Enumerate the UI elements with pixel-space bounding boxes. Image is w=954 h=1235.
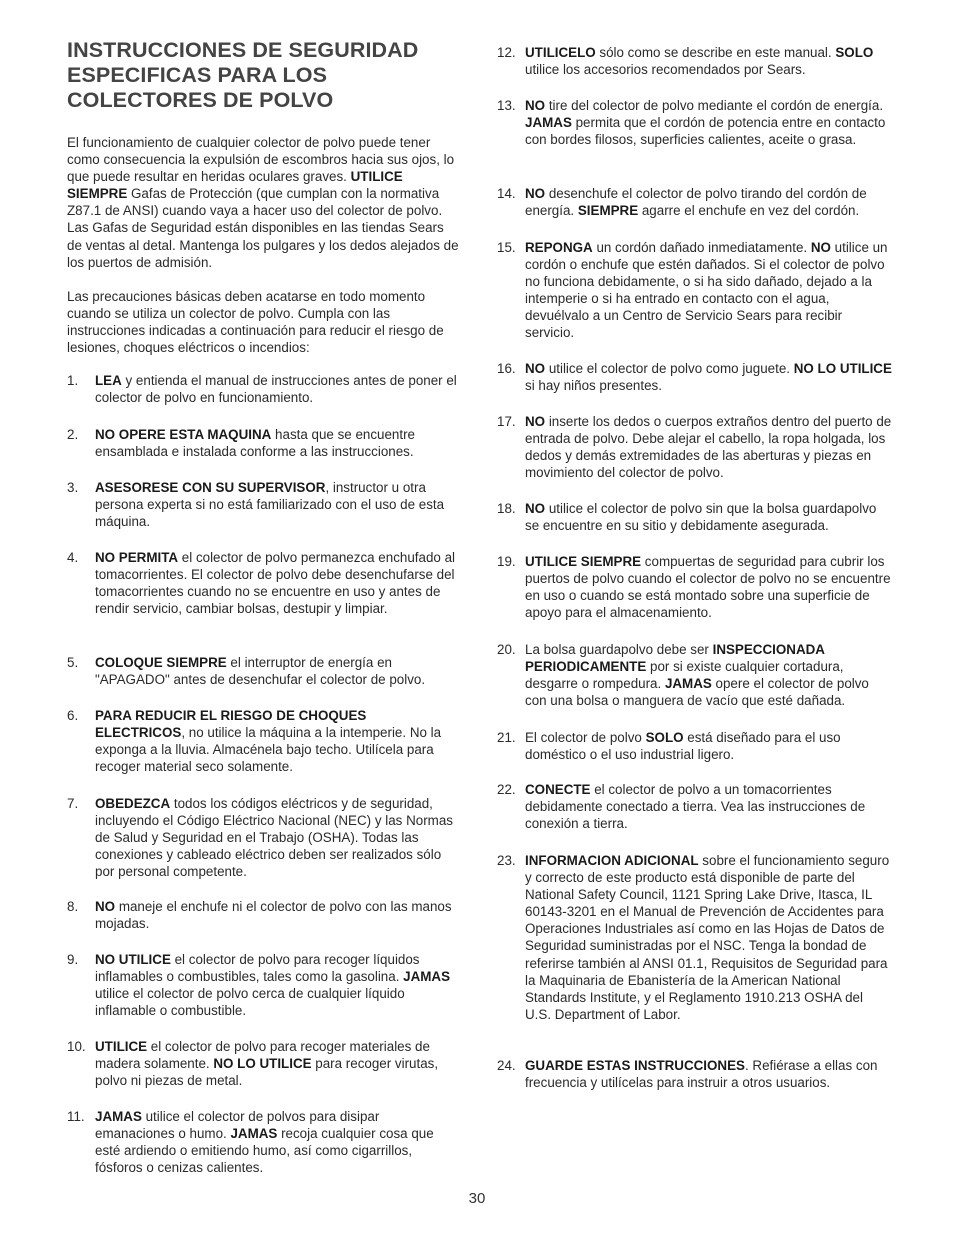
emphasis-text: NO: [525, 186, 546, 201]
list-item-text: [525, 44, 892, 78]
emphasis-text: UTILICE SIEMPRE: [525, 554, 642, 569]
list-item-text: [95, 1038, 459, 1089]
body-text: recoja cualquier cosa que esté ardiendo o emitiendo humo, así como cigarrillos, fósforos o cenizas calientes.: [95, 1126, 434, 1176]
list-item-text: [525, 413, 892, 481]
list-item: [67, 795, 459, 880]
list-item-number: 9.: [67, 952, 79, 967]
body-text: utilice un cordón o enchufe que estén dañados. Si el colector de polvo no funciona debidamente, o si ha sido dañado, dejado a la intemperie o si ha entrado en contacto con el agua, devuélvalo a un Centro de Servicio Sears para recibir servicio.: [525, 240, 888, 341]
list-item: [67, 372, 459, 406]
list-item-number: 12.: [497, 45, 516, 60]
body-text: el colector de polvo permanezca enchufado al tomacorrientes. El colector de polvo debe desenchufarse del tomacorrientes cuando no se encuentre en uso y antes de rendir servicio, cambiar bolsas, destupir y limpiar.: [95, 550, 455, 617]
list-item-text: [95, 707, 459, 775]
list-item: [497, 781, 892, 832]
list-item-text: [95, 479, 459, 530]
list-item: [497, 413, 892, 481]
emphasis-text: NO LO UTILICE: [213, 1056, 312, 1072]
body-text: el colector de polvo a un tomacorrientes debidamente conectado a tierra. Vea las instrucciones de conexión a tierra.: [525, 782, 866, 832]
list-item-text: [95, 898, 459, 932]
body-text: , no utilice la máquina a la intemperie. No la exponga a la lluvia. Almacénela bajo techo. Utilícela para recoger material seco solamente.: [95, 725, 442, 775]
body-text: está diseñado para el uso doméstico o el uso industrial ligero.: [525, 730, 841, 763]
body-text: el colector de polvo para recoger materiales de madera solamente.: [95, 1039, 430, 1072]
emphasis-text: UTILICE SIEMPRE: [67, 169, 403, 202]
list-item-text: [525, 729, 892, 763]
body-text: el colector de polvo para recoger líquidos inflamables o combustibles, tales como la gasolina.: [95, 952, 420, 985]
list-item: [497, 553, 892, 621]
list-item: [497, 360, 892, 394]
list-item-text: [95, 951, 459, 1019]
list-item: [67, 707, 459, 775]
list-item: [497, 97, 892, 148]
list-item: [497, 44, 892, 78]
list-item-text: [95, 426, 459, 460]
list-item-text: [525, 641, 892, 709]
body-text: maneje el enchufe ni el colector de polvo con las manos mojadas.: [95, 899, 452, 932]
body-text: compuertas de seguridad para cubrir los puertos de polvo cuando el colector de polvo no se encuentre en uso o cuando se está montado sobre una superficie de apoyo para el almacenamiento.: [525, 554, 891, 621]
list-item-text: [95, 372, 459, 406]
list-item: [497, 729, 892, 763]
body-text: , instructor u otra persona experta si no está familiarizado con el uso de esta máquina.: [95, 480, 445, 530]
body-text: desenchufe el colector de polvo tirando del cordón de energía.: [525, 186, 867, 219]
list-item-text: [525, 360, 892, 394]
list-item: [497, 641, 892, 709]
intro-paragraph-2: [67, 288, 459, 356]
list-item: [67, 1108, 459, 1176]
list-item-text: [95, 1108, 459, 1176]
emphasis-text: ASESORESE CON SU SUPERVISOR: [95, 480, 326, 495]
list-item-number: 19.: [497, 554, 516, 569]
body-text: utilice el colector de polvo cerca de cualquier líquido inflamable o combustible.: [95, 986, 405, 1019]
list-item-number: 3.: [67, 480, 79, 495]
intro-paragraph-1: [67, 134, 459, 271]
list-item-text: [525, 852, 892, 1023]
list-item-number: 11.: [67, 1109, 85, 1124]
list-item-number: 24.: [497, 1058, 516, 1073]
list-item-text: [525, 1057, 892, 1091]
list-item-number: 5.: [67, 655, 79, 670]
emphasis-text: INSPECCIONADA PERIODICAMENTE: [525, 642, 825, 675]
body-text: por si existe cualquier cortadura, desgarre o rompedura.: [525, 659, 844, 692]
emphasis-text: CONECTE: [525, 782, 591, 797]
page-title: INSTRUCCIONES DE SEGURIDAD ESPECIFICAS PARA LOS COLECTORES DE POLVO: [67, 38, 419, 112]
list-item: [497, 500, 892, 534]
list-item-text: [525, 97, 892, 148]
body-text: Gafas de Protección (que cumplan con la normativa Z87.1 de ANSI) cuando vaya a hacer uso del colector de polvo. Las Gafas de Seguridad están disponibles en las tiendas Sears de ventas al detal. Mantenga los pulgares y los dedos alejados de los puertos de admisión.: [67, 186, 459, 270]
emphasis-text: JAMAS: [95, 1109, 142, 1124]
list-item-number: 18.: [497, 501, 516, 516]
body-text: utilice el colector de polvo como juguete.: [545, 361, 794, 376]
list-item: [67, 1038, 459, 1089]
list-item-text: [95, 549, 459, 617]
list-item: [67, 898, 459, 932]
body-text: utilice los accesorios recomendados por Sears.: [525, 62, 806, 78]
body-text: el interruptor de energía en "APAGADO" antes de desenchufar el colector de polvo.: [95, 655, 426, 688]
body-text: El funcionamiento de cualquier colector de polvo puede tener como consecuencia la expulsión de escombros hacia sus ojos, lo que puede resultar en heridas oculares graves.: [67, 135, 455, 185]
page-number: 30: [468, 1190, 486, 1207]
list-item-number: 4.: [67, 550, 79, 565]
emphasis-text: NO: [525, 98, 546, 113]
list-item-number: 1.: [67, 373, 79, 388]
list-item: [67, 549, 459, 617]
list-item-number: 22.: [497, 782, 516, 797]
list-item-number: 13.: [497, 98, 516, 113]
list-item-text: [525, 185, 892, 219]
emphasis-text: JAMAS: [664, 676, 712, 692]
body-text: utilice el colector de polvos para disipar emanaciones o humo.: [95, 1109, 380, 1142]
body-text: y entienda el manual de instrucciones antes de poner el colector de polvo en funcionamiento.: [95, 373, 457, 406]
body-text: un cordón dañado inmediatamente.: [592, 240, 811, 255]
emphasis-text: NO UTILICE: [95, 952, 171, 967]
list-item-number: 15.: [497, 240, 516, 255]
emphasis-text: SIEMPRE: [577, 203, 639, 219]
emphasis-text: NO: [525, 361, 546, 376]
emphasis-text: COLOQUE SIEMPRE: [95, 655, 227, 670]
emphasis-text: UTILICE: [95, 1039, 148, 1054]
list-item: [67, 951, 459, 1019]
emphasis-text: JAMAS: [403, 969, 451, 985]
body-text: para recoger virutas, polvo ni piezas de metal.: [95, 1056, 439, 1089]
emphasis-text: UTILICELO: [525, 45, 596, 60]
emphasis-text: GUARDE ESTAS INSTRUCCIONES: [525, 1058, 745, 1073]
body-text: sólo como se describe en este manual.: [595, 45, 836, 60]
body-text: todos los códigos eléctricos y de seguridad, incluyendo el Código Eléctrico Nacional (NEC) y las Normas de Salud y Seguridad en el Trabajo (OSHA). Todas las conexiones y cableado eléctrico deben ser realizados sólo por personal competente.: [95, 796, 453, 880]
body-text: La bolsa guardapolvo debe ser: [525, 642, 713, 657]
body-text: utilice el colector de polvo sin que la bolsa guardapolvo se encuentre en su sitio y debidamente asegurada.: [525, 501, 877, 534]
list-item-number: 16.: [497, 361, 516, 376]
emphasis-text: OBEDEZCA: [95, 796, 171, 811]
list-item-number: 6.: [67, 708, 79, 723]
emphasis-text: LEA: [95, 373, 122, 388]
list-item: [497, 185, 892, 219]
list-item-number: 2.: [67, 427, 79, 442]
emphasis-text: JAMAS: [230, 1126, 278, 1142]
emphasis-text: NO: [525, 414, 546, 429]
list-item-number: 21.: [497, 730, 516, 745]
list-item-number: 10.: [67, 1039, 86, 1054]
emphasis-text: INFORMACION ADICIONAL: [525, 853, 699, 868]
list-item: [67, 479, 459, 530]
body-text: . Refiérase a ellas con frecuencia y utilícelas para instruir a otros usuarios.: [525, 1058, 878, 1091]
emphasis-text: JAMAS: [525, 115, 572, 131]
body-text: agarre el enchufe en vez del cordón.: [638, 203, 860, 219]
list-item: [67, 654, 459, 688]
emphasis-text: PARA REDUCIR EL RIESGO DE CHOQUES ELECTRICOS: [95, 708, 367, 741]
list-item: [497, 239, 892, 342]
emphasis-text: NO: [95, 899, 116, 914]
list-item-text: [525, 500, 892, 534]
list-item-text: [95, 795, 459, 880]
body-text: sobre el funcionamiento seguro y correcto de este producto está disponible de parte del National Safety Council, 1121 Spring Lake Drive, Itasca, IL 60143-3201 en el Manual de Prevención de Accidentes para Operaciones Industriales así como en las Hojas de Datos de Seguridad suministradas por el NSC. Tenga la bondad de referirse también al ANSI 01.1, Requisitos de Seguridad para la Maquinaria de Ebanistería de la American National Standards Institute, y el Reglamento 1910.213 OSHA del U.S. Department of Labor.: [525, 853, 890, 1022]
body-text: El colector de polvo: [525, 730, 646, 745]
list-item-number: 14.: [497, 186, 516, 201]
list-item: [497, 1057, 892, 1091]
list-item-number: 8.: [67, 899, 79, 914]
body-text: tire del colector de polvo mediante el cordón de energía.: [545, 98, 884, 113]
body-text: permita que el cordón de potencia entre en contacto con bordes filosos, superficies calientes, aceite o grasa.: [525, 115, 886, 148]
emphasis-text: NO: [525, 501, 546, 516]
emphasis-text: SOLO: [645, 730, 684, 745]
emphasis-text: SOLO: [835, 45, 874, 60]
emphasis-text: NO: [810, 240, 831, 255]
body-text: hasta que se encuentre ensamblada e instalada conforme a las instrucciones.: [95, 427, 416, 460]
list-item-number: 20.: [497, 642, 516, 657]
body-text: Las precauciones básicas deben acatarse en todo momento cuando se utiliza un colector de polvo. Cumpla con las instrucciones indicadas a continuación para reducir el riesgo de lesiones, choques eléctricos o incendios:: [67, 289, 444, 356]
emphasis-text: REPONGA: [525, 240, 593, 255]
list-item: [67, 426, 459, 460]
emphasis-text: NO LO UTILICE: [793, 361, 892, 376]
emphasis-text: NO PERMITA: [95, 550, 179, 565]
list-item-number: 7.: [67, 796, 79, 811]
body-text: inserte los dedos o cuerpos extraños dentro del puerto de entrada de polvo. Debe alejar el cabello, la ropa holgada, los dedos y demás extremidades de las aberturas y piezas en movimiento del colector de polvo.: [525, 414, 892, 481]
list-item: [497, 852, 892, 1023]
list-item-text: [95, 654, 459, 688]
list-item-text: [525, 781, 892, 832]
list-item-text: [525, 239, 892, 342]
list-item-number: 23.: [497, 853, 516, 868]
body-text: opere el colector de polvo con una bolsa o manguera de vacío que esté dañada.: [525, 676, 869, 709]
body-text: si hay niños presentes.: [525, 378, 662, 394]
list-item-text: [525, 553, 892, 621]
emphasis-text: NO OPERE ESTA MAQUINA: [95, 427, 272, 442]
list-item-number: 17.: [497, 414, 516, 429]
